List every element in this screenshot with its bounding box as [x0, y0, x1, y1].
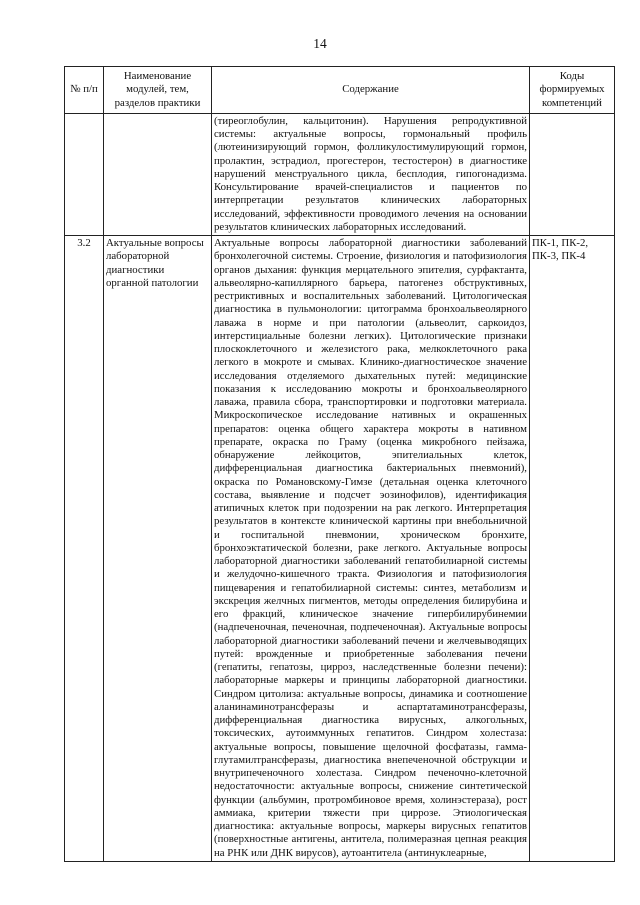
table-row	[65, 113, 615, 235]
table-row	[65, 236, 615, 862]
row-module-name	[104, 113, 212, 235]
row-number: 3.2	[65, 236, 104, 862]
header-number: № п/п	[65, 67, 104, 114]
row-content: (тиреоглобулин, кальцитонин). Нарушения репродуктивной системы: актуальные вопросы, гормональный профиль (лютеинизирующий гормон, фолликулостимулирующий гормон, пролактин, эстрадиол, прогестерон, тестостерон) в диагностике нарушений менструального цикла, бесплодия, гипогонадизма. Консультирование врачей-специалистов и пациентов по интерпретации результатов клинических лабораторных исследований, эффективности проводимого лечения на основании результатов клинических лабораторных исследований.	[212, 113, 530, 235]
row-competency-codes: ПК-1, ПК-2, ПК-3, ПК-4	[530, 236, 615, 862]
row-number	[65, 113, 104, 235]
header-content: Содержание	[212, 67, 530, 114]
row-module-name: Актуальные вопросы лабораторной диагностики органной патологии	[104, 236, 212, 862]
row-competency-codes	[530, 113, 615, 235]
table-header-row	[65, 67, 615, 114]
header-competency-codes: Коды формируемых компетенций	[530, 67, 615, 114]
row-content: Актуальные вопросы лабораторной диагностики заболеваний бронхолегочной системы. Строение, физиология и патофизиология органов дыхания: функция мерцательного эпителия, сурфактанта, альвеолярно-капиллярного барьера, патогенез обструктивных, рестриктивных и воспалительных заболеваний. Цитологическая диагностика в пульмонологии: цитограмма бронхоальвеолярного лаважа в норме и при патологии (альвеолит, саркоидоз, интерстициальные болезни легких). Цитологические признаки плоскоклеточного и железистого рака, мелкоклеточного рака легкого в мокроте и смывах. Клинико-диагностическое значение исследования отделяемого дыхательных путей: медицинские показания к исследованию мокроты и бронхоальвеолярного лаважа, правила сбора, транспортировки и подготовки материала. Микроскопическое исследование нативных и окрашенных препаратов: оценка общего характера мокроты в нативном препарате, окраска по Граму (оценка микробного пейзажа, обнаружение лейкоцитов, эпителиальных клеток, дифференциальная диагностика бактериальных пневмоний), окраска по Романовскому-Гимзе (детальная оценка клеточного состава, выявление и подсчет эозинофилов), идентификация атипичных клеток при подозрении на рак легкого. Интерпретация результатов в контексте клинической картины при внебольничной и госпитальной пневмонии, хроническом бронхите, бронхоэктатической болезни, раке легкого. Актуальные вопросы лабораторной диагностики заболеваний гепатобилиарной системы и желудочно-кишечного тракта. Физиология и патофизиология пищеварения и гепатобилиарной системы: синтез, метаболизм и экскреция желчных пигментов, методы определения билирубина и его фракций, клиническое значение гипербилирубинемии (надпеченочная, печеночная, подпеченочная). Актуальные вопросы лабораторной диагностики заболеваний печени и желчевыводящих путей: врожденные и приобретенные заболевания печени (гепатиты, гепатозы, цирроз, наследственные болезни печени): лабораторные маркеры и принципы лабораторной диагностики. Синдром цитолиза: актуальные вопросы, динамика и соотношение аланинаминотрансферазы и аспартатаминотрансферазы, дифференциальная диагностика вирусных, алкогольных, токсических, аутоиммунных гепатитов. Синдром холестаза: актуальные вопросы, повышение щелочной фосфатазы, гамма-глутамилтрансферазы, диагностика внепеченочной обструкции и внутрипеченочного холестаза. Синдром печеночно-клеточной недостаточности: актуальные вопросы, снижение синтетической функции (альбумин, протромбиновое время, холинэстераза), рост аммиака, критерии тяжести при циррозе. Этиологическая диагностика: актуальные вопросы, маркеры вирусных гепатитов (поверхностные антигены, антитела, полимеразная цепная реакция на РНК или ДНК вирусов), аутоантитела (антинуклеарные,	[212, 236, 530, 862]
curriculum-table	[64, 66, 615, 862]
header-module-name: Наименование модулей, тем, разделов практики	[104, 67, 212, 114]
page-number: 14	[313, 36, 327, 51]
